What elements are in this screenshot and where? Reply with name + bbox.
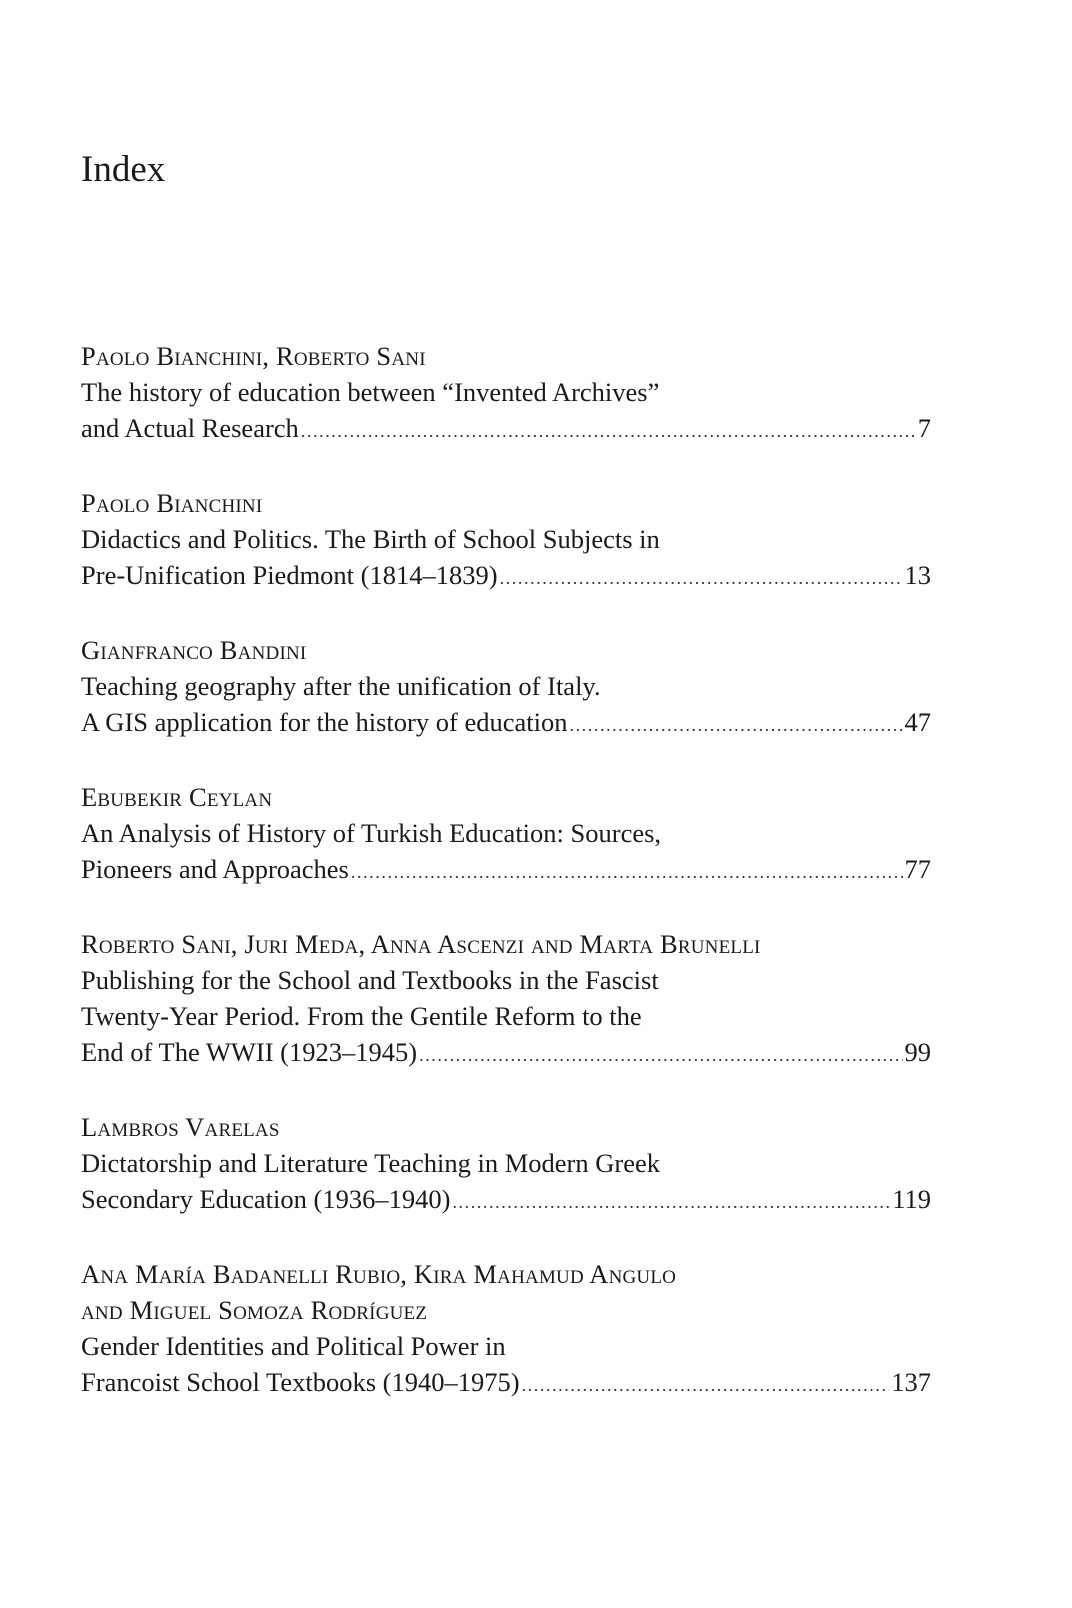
- entry-authors: Lambros Varelas: [81, 1112, 280, 1142]
- toc-entry: [81, 1256, 931, 1403]
- dot-leader: [569, 707, 902, 743]
- toc-entry: [81, 779, 931, 890]
- entry-title-end: End of The WWII (1923–1945): [81, 1037, 418, 1067]
- toc-entry: [81, 926, 931, 1073]
- entry-title-last-line: [81, 410, 931, 449]
- entry-page-number: 77: [904, 854, 931, 884]
- toc-entry: [81, 338, 931, 449]
- entry-title-end: A GIS application for the history of education: [81, 707, 568, 737]
- entry-title-last-line: [81, 557, 931, 596]
- entry-title-line: Twenty-Year Period. From the Gentile Reform to the: [81, 1001, 642, 1031]
- entry-title-last-line: [81, 1181, 931, 1220]
- entry-title-last-line: [81, 704, 931, 743]
- entry-page-number: 137: [891, 1367, 931, 1397]
- entry-title-end: and Actual Research: [81, 413, 299, 443]
- entry-authors: Ebubekir Ceylan: [81, 782, 273, 812]
- entry-title-line: Didactics and Politics. The Birth of School Subjects in: [81, 524, 660, 554]
- entry-title-end: Pioneers and Approaches: [81, 854, 349, 884]
- entry-title-last-line: [81, 1034, 931, 1073]
- dot-leader: [452, 1184, 890, 1220]
- entry-authors: Ana María Badanelli Rubio, Kira Mahamud Angulo: [81, 1259, 677, 1289]
- dot-leader: [522, 1367, 890, 1403]
- entry-title-end: Francoist School Textbooks (1940–1975): [81, 1367, 520, 1397]
- entry-title-last-line: [81, 851, 931, 890]
- toc-entry: [81, 1109, 931, 1220]
- entry-page-number: 47: [904, 707, 931, 737]
- entry-title-line: The history of education between “Invented Archives”: [81, 377, 660, 407]
- entry-page-number: 13: [904, 560, 931, 590]
- entry-title-end: Pre-Unification Piedmont (1814–1839): [81, 560, 498, 590]
- dot-leader: [500, 560, 903, 596]
- toc-entry: [81, 485, 931, 596]
- entry-authors: Paolo Bianchini: [81, 488, 263, 518]
- toc-entry: [81, 632, 931, 743]
- entry-authors: and Miguel Somoza Rodríguez: [81, 1295, 428, 1325]
- entry-page-number: 7: [917, 413, 931, 443]
- entry-title-line: An Analysis of History of Turkish Education: Sources,: [81, 818, 662, 848]
- entry-title-line: Gender Identities and Political Power in: [81, 1331, 506, 1361]
- entry-title-line: Teaching geography after the unification of Italy.: [81, 671, 601, 701]
- table-of-contents: [81, 338, 931, 1439]
- page-title: Index: [81, 149, 166, 190]
- entry-authors: Paolo Bianchini, Roberto Sani: [81, 341, 426, 371]
- entry-title-line: Dictatorship and Literature Teaching in Modern Greek: [81, 1148, 660, 1178]
- dot-leader: [301, 413, 916, 449]
- entry-authors: Roberto Sani, Juri Meda, Anna Ascenzi and Marta Brunelli: [81, 929, 761, 959]
- entry-authors: Gianfranco Bandini: [81, 635, 307, 665]
- entry-page-number: 99: [904, 1037, 931, 1067]
- dot-leader: [419, 1037, 902, 1073]
- entry-page-number: 119: [892, 1184, 931, 1214]
- entry-title-end: Secondary Education (1936–1940): [81, 1184, 451, 1214]
- dot-leader: [351, 854, 903, 890]
- entry-title-line: Publishing for the School and Textbooks in the Fascist: [81, 965, 659, 995]
- entry-title-last-line: [81, 1364, 931, 1403]
